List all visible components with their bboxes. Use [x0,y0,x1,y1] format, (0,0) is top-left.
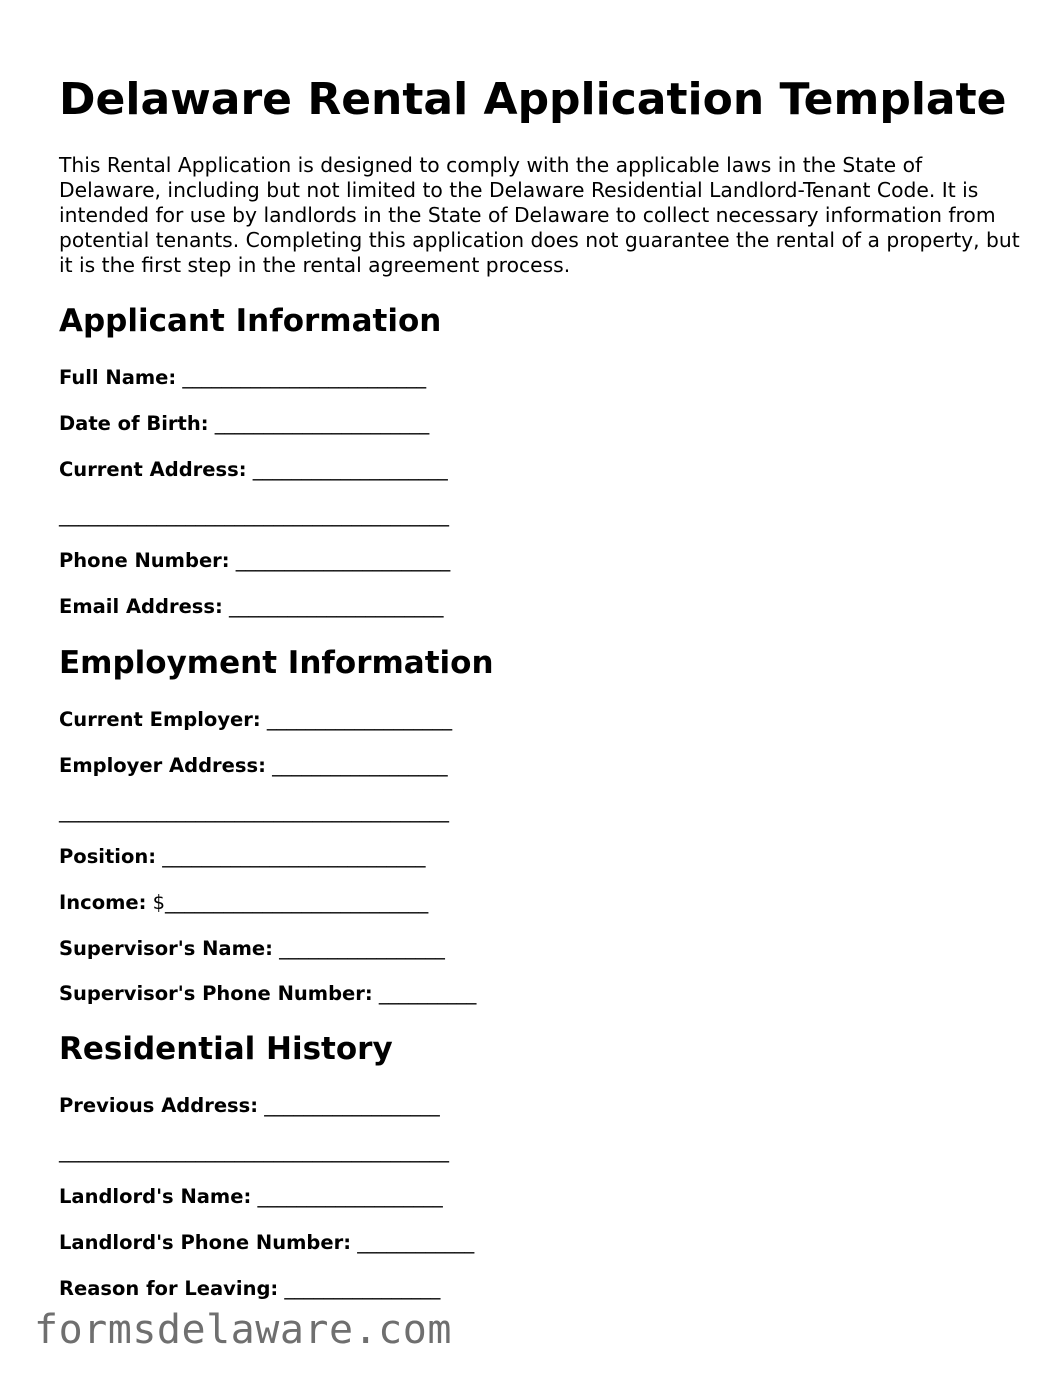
email-address-field[interactable] [59,595,444,619]
current-address-line2-blank[interactable]: ________________________________________ [59,504,449,527]
previous-address-line2[interactable] [59,1140,449,1164]
previous-address-line2-blank[interactable]: ________________________________________ [59,1140,449,1163]
supervisor-phone-label: Supervisor's Phone Number: [59,982,373,1005]
phone-number-field[interactable] [59,549,450,573]
position-blank[interactable]: ___________________________ [156,845,426,868]
date-of-birth-blank[interactable]: ______________________ [208,412,430,435]
employer-address-line2-blank[interactable]: ________________________________________ [59,800,449,823]
current-address-blank[interactable]: ____________________ [246,458,448,481]
previous-address-blank[interactable]: __________________ [258,1094,440,1117]
reason-for-leaving-blank[interactable]: ________________ [278,1277,441,1300]
current-employer-blank[interactable]: ___________________ [260,708,453,731]
section-heading-applicant: Applicant Information [59,303,442,339]
landlord-phone-blank[interactable]: ____________ [351,1231,475,1254]
previous-address-label: Previous Address: [59,1094,259,1117]
income-blank[interactable]: $___________________________ [146,891,429,914]
phone-number-blank[interactable]: ______________________ [229,549,451,572]
reason-for-leaving-field[interactable] [59,1277,440,1301]
supervisor-name-blank[interactable]: _________________ [272,937,445,960]
current-employer-field[interactable] [59,708,452,732]
income-field[interactable] [59,891,428,915]
current-employer-label: Current Employer: [59,708,261,731]
email-address-label: Email Address: [59,595,223,618]
employer-address-field[interactable] [59,754,448,778]
current-address-line2[interactable] [59,504,449,528]
employer-address-line2[interactable] [59,800,449,824]
current-address-field[interactable] [59,458,448,482]
page-title: Delaware Rental Application Template [59,74,1007,125]
income-label: Income: [59,891,147,914]
section-heading-residential: Residential History [59,1031,393,1067]
email-address-blank[interactable]: ______________________ [222,595,444,618]
landlord-name-blank[interactable]: ___________________ [251,1185,443,1208]
landlord-name-field[interactable] [59,1185,443,1209]
position-label: Position: [59,845,157,868]
landlord-name-label: Landlord's Name: [59,1185,252,1208]
date-of-birth-field[interactable] [59,412,429,436]
full-name-label: Full Name: [59,366,177,389]
current-address-label: Current Address: [59,458,247,481]
position-field[interactable] [59,845,426,869]
supervisor-phone-blank[interactable]: __________ [372,982,477,1005]
employer-address-label: Employer Address: [59,754,266,777]
supervisor-name-label: Supervisor's Name: [59,937,273,960]
section-heading-employment: Employment Information [59,645,494,681]
phone-number-label: Phone Number: [59,549,230,572]
supervisor-phone-field[interactable] [59,982,476,1006]
landlord-phone-label: Landlord's Phone Number: [59,1231,352,1254]
date-of-birth-label: Date of Birth: [59,412,209,435]
watermark: formsdelaware.com [34,1307,452,1353]
intro-paragraph: This Rental Application is designed to comply with the applicable laws in the State of Delaware, including but not limited to the Delaware Residential Landlord-Tenant Code. It is intended for use by landlords in the State of Delaware to collect necessary information from potential tenants. Completing this application does not guarantee the rental of a property, but it is the first step in the rental agreement process. [59,153,1020,277]
supervisor-name-field[interactable] [59,937,445,961]
full-name-field[interactable] [59,366,426,390]
landlord-phone-field[interactable] [59,1231,474,1255]
full-name-blank[interactable]: _________________________ [176,366,427,389]
employer-address-blank[interactable]: __________________ [265,754,448,777]
reason-for-leaving-label: Reason for Leaving: [59,1277,279,1300]
previous-address-field[interactable] [59,1094,440,1118]
